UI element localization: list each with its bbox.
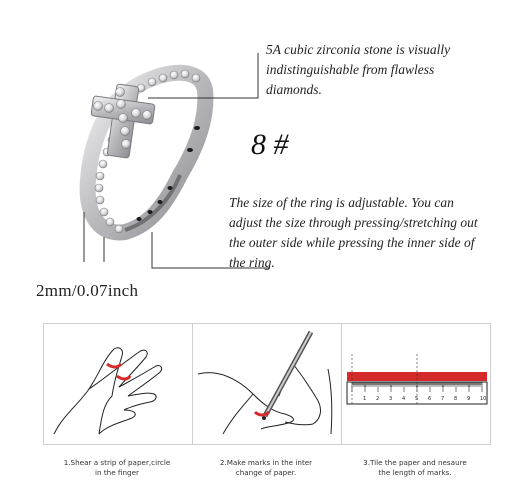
ruler-tick-label: 5 — [415, 396, 419, 402]
step-caption-3: 3.Tile the paper and nesaure the length of marks. — [363, 458, 467, 477]
ruler-tick-label: 9 — [467, 396, 471, 402]
ruler-tick-label: 3 — [389, 396, 393, 402]
ruler-tick-label: 1 — [363, 396, 367, 402]
adjustable-note: The size of the ring is adjustable. You can adjust the size through pressing/stretching out the outer side while pressing the inner side of the ring. — [229, 195, 478, 270]
size-label: 8 # — [251, 128, 289, 161]
step-panel-2 — [192, 323, 342, 445]
step-panel-3 — [341, 323, 491, 445]
dimension-label: 2mm/0.07inch — [36, 281, 139, 300]
ruler-tick-label: 7 — [441, 396, 445, 402]
step-caption-2: 2.Make marks in the inter change of paper. — [219, 458, 313, 477]
ruler-tick-label: 10 — [480, 396, 487, 402]
ruler-tick-label: 6 — [428, 396, 432, 402]
ruler-tick-label: 4 — [402, 396, 406, 402]
step-caption-1: 1.Shear a strip of paper,circle in the finger — [63, 458, 171, 477]
stone-note: 5A cubic zirconia stone is visually indistinguishable from flawless diamonds. — [266, 42, 451, 97]
hand-marking-paper-illustration — [193, 324, 341, 444]
ruler-tick-label: 8 — [454, 396, 458, 402]
ruler-tick-label: 2 — [376, 396, 380, 402]
hand-with-paper-strip-illustration — [44, 324, 192, 444]
step-panel-1 — [43, 323, 193, 445]
ruler-measure-illustration — [342, 324, 490, 444]
